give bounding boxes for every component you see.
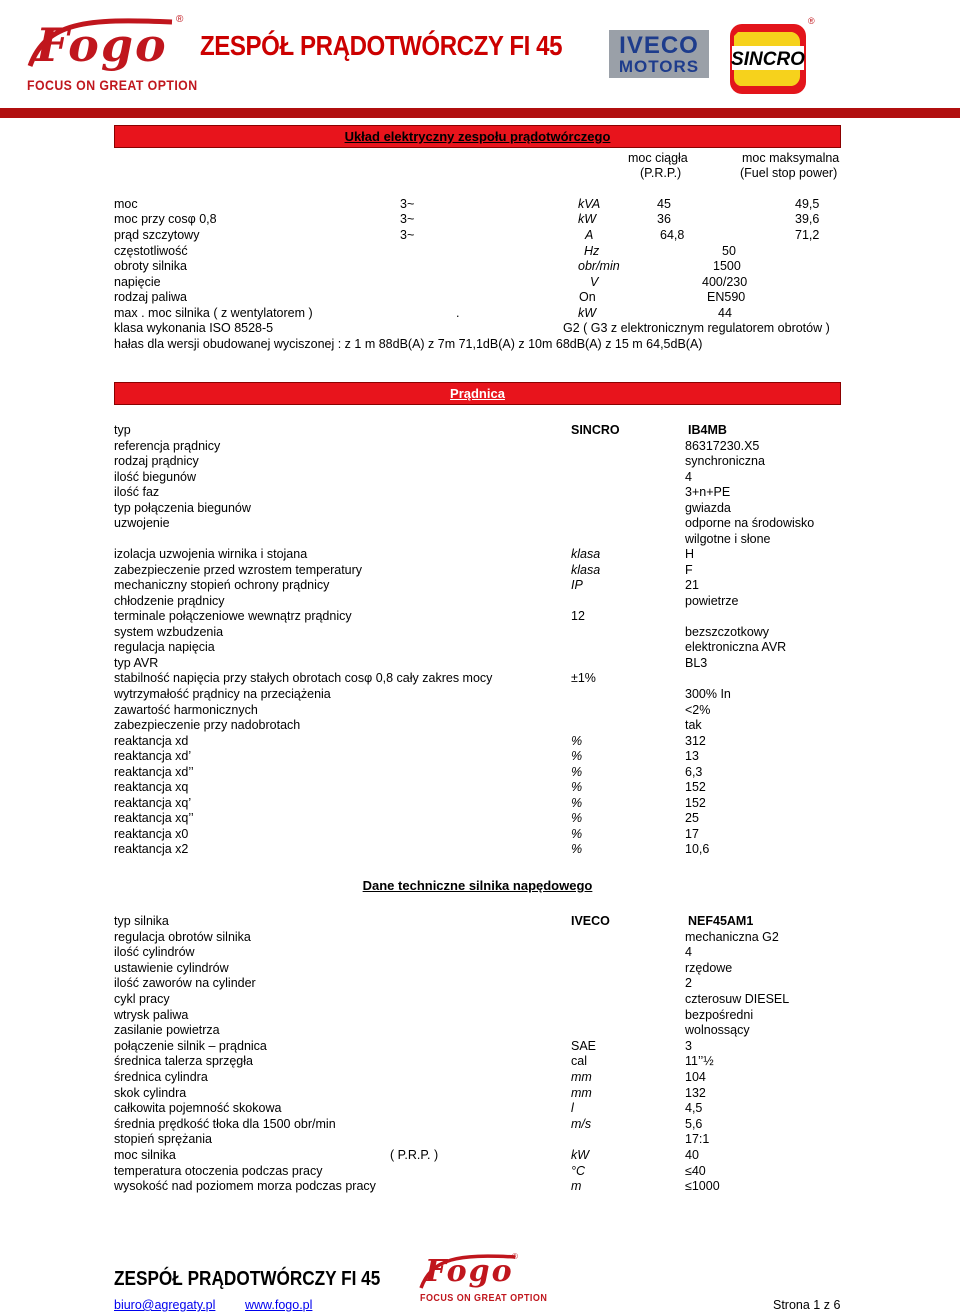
row-label: napięcie <box>114 275 161 289</box>
row-value-max: 39,6 <box>795 212 820 226</box>
row-label: uzwojenie <box>114 516 170 531</box>
electrical-row <box>0 337 960 353</box>
row-value: 10,6 <box>685 842 710 857</box>
footer-email-link[interactable]: biuro@agregaty.pl <box>114 1298 216 1312</box>
row-unit: kVA <box>578 197 601 211</box>
row-label: średnica cylindra <box>114 1070 208 1084</box>
alternator-row <box>0 609 960 625</box>
electrical-row <box>0 290 960 306</box>
row-unit: ±1% <box>571 671 596 686</box>
row-label: reaktancja xq’ <box>114 795 192 810</box>
row-label: typ połączenia biegunów <box>114 500 251 515</box>
footer-website-link[interactable]: www.fogo.pl <box>245 1298 313 1312</box>
row-phase: 3~ <box>400 197 415 211</box>
row-unit: % <box>571 749 583 764</box>
row-label: wtrysk paliwa <box>114 1007 189 1022</box>
row-unit: cal <box>571 1054 587 1069</box>
engine-row <box>0 1101 960 1117</box>
row-value: NEF45AM1 <box>688 914 754 928</box>
engine-row <box>0 1008 960 1024</box>
row-separator: . <box>456 306 460 320</box>
row-value: 6,3 <box>685 764 703 779</box>
row-unit: kW <box>578 212 597 226</box>
alternator-row <box>0 547 960 563</box>
alternator-row <box>0 842 960 858</box>
row-label: częstotliwość <box>114 244 188 258</box>
row-unit: % <box>571 795 583 810</box>
row-label: reaktancja xd’ <box>114 749 192 764</box>
row-label: hałas dla wersji obudowanej wyciszonej : z 1 m 88dB(A) z 7m 71,1dB(A) z 10m 68dB(A) z 15 m 64,5dB(A) <box>114 337 703 351</box>
row-value: 4 <box>685 945 692 960</box>
row-label: klasa wykonania ISO 8528-5 <box>114 321 274 335</box>
alternator-row <box>0 687 960 703</box>
row-value: 11’’½ <box>685 1054 714 1069</box>
alternator-row <box>0 796 960 812</box>
alternator-row <box>0 671 960 687</box>
engine-row <box>0 945 960 961</box>
alternator-row <box>0 454 960 470</box>
row-unit: kW <box>571 1148 590 1162</box>
row-label: zabezpieczenie przy nadobrotach <box>114 718 301 733</box>
row-unit: m <box>571 1179 582 1194</box>
engine-row <box>0 1132 960 1148</box>
row-value: gwiazda <box>685 500 731 515</box>
row-label: zabezpieczenie przed wzrostem temperatury <box>114 562 363 577</box>
row-value: 17:1 <box>685 1132 710 1147</box>
row-unit: SINCRO <box>571 423 620 437</box>
alternator-row <box>0 780 960 796</box>
row-value: 4,5 <box>685 1101 703 1116</box>
electrical-row <box>0 321 960 337</box>
row-label: zasilanie powietrza <box>114 1023 220 1038</box>
row-value: bezpośredni <box>685 1007 754 1022</box>
row-unit: IVECO <box>571 914 610 928</box>
engine-row <box>0 1179 960 1195</box>
row-label: ilość faz <box>114 485 160 500</box>
row-unit: % <box>571 733 583 748</box>
row-label: rodzaj paliwa <box>114 290 187 304</box>
row-label: obroty silnika <box>114 259 187 273</box>
row-value-continuous: 64,8 <box>660 228 685 242</box>
row-unit: klasa <box>571 547 601 562</box>
electrical-row <box>0 244 960 260</box>
row-unit: m/s <box>571 1116 592 1131</box>
engine-row <box>0 1148 960 1164</box>
alternator-row <box>0 734 960 750</box>
row-value: <2% <box>685 702 711 717</box>
fogo-logo-text: Fogo <box>36 18 168 72</box>
row-value: tak <box>685 718 702 733</box>
alternator-row <box>0 423 960 439</box>
row-label: reaktancja xq <box>114 780 189 795</box>
row-value: 86317230.X5 <box>685 438 760 453</box>
row-value: 44 <box>718 306 732 320</box>
alternator-row <box>0 703 960 719</box>
row-label: izolacja uzwojenia wirnika i stojana <box>114 547 308 562</box>
row-unit: klasa <box>571 562 601 577</box>
sincro-logo-text: SINCRO <box>731 49 805 70</box>
row-value: 4 <box>685 469 692 484</box>
row-value: 2 <box>685 976 692 991</box>
page-header <box>0 0 960 118</box>
engine-row <box>0 976 960 992</box>
electrical-row <box>0 197 960 213</box>
electrical-section-title: Układ elektryczny zespołu prądotwórczego <box>344 129 611 144</box>
alternator-row <box>0 563 960 579</box>
row-phase: 3~ <box>400 228 415 242</box>
row-label: całkowita pojemność skokowa <box>114 1101 282 1116</box>
fogo-tagline: FOCUS ON GREAT OPTION <box>27 77 198 93</box>
engine-section-title: Dane techniczne silnika napędowego <box>362 878 593 893</box>
row-label: temperatura otoczenia podczas pracy <box>114 1163 323 1178</box>
document-title: ZESPÓŁ PRĄDOTWÓRCZY FI 45 <box>200 30 563 61</box>
row-label: reaktancja x0 <box>114 826 189 841</box>
row-unit: IP <box>571 578 583 593</box>
electrical-row <box>0 306 960 322</box>
alternator-row <box>0 749 960 765</box>
row-label: stopień sprężania <box>114 1132 212 1147</box>
row-value: czterosuw DIESEL <box>685 992 790 1006</box>
row-unit: l <box>571 1101 574 1116</box>
alternator-row <box>0 470 960 486</box>
row-unit: Hz <box>584 244 600 258</box>
row-label: ilość cylindrów <box>114 945 195 960</box>
alternator-row <box>0 718 960 734</box>
electrical-section-bar <box>114 125 841 148</box>
engine-row <box>0 1086 960 1102</box>
electrical-row <box>0 228 960 244</box>
engine-row <box>0 1117 960 1133</box>
row-value: odporne na środowisko <box>685 516 815 531</box>
row-label: wytrzymałość prądnicy na przeciążenia <box>114 687 331 701</box>
alternator-section-title: Prądnica <box>450 386 505 401</box>
max-power-header: moc maksymalna <box>742 151 840 165</box>
row-value: 13 <box>685 749 699 764</box>
electrical-row <box>0 275 960 291</box>
alternator-section-bar <box>114 382 841 405</box>
row-unit: % <box>571 811 583 826</box>
continuous-power-header: moc ciągła <box>628 151 688 165</box>
row-value: IB4MB <box>688 423 727 437</box>
row-value: 152 <box>685 795 706 810</box>
sincro-logo <box>724 16 815 102</box>
continuous-power-subheader: (P.R.P.) <box>640 166 682 180</box>
fogo-tagline: FOCUS ON GREAT OPTION <box>420 1293 548 1304</box>
row-unit: kW <box>578 306 597 320</box>
row-label: połączenie silnik – prądnica <box>114 1038 267 1053</box>
row-unit: mm <box>571 1085 592 1100</box>
row-unit: On <box>579 290 596 304</box>
row-label: ilość biegunów <box>114 469 196 484</box>
row-label: cykl pracy <box>114 992 170 1006</box>
registered-mark-icon: ® <box>512 1252 518 1261</box>
alternator-row <box>0 625 960 641</box>
max-power-subheader: (Fuel stop power) <box>740 166 838 180</box>
row-value: mechaniczna G2 <box>685 929 779 944</box>
row-value: 104 <box>685 1070 706 1084</box>
row-label: max . moc silnika ( z wentylatorem ) <box>114 306 313 320</box>
row-label: reaktancja xd’’ <box>114 764 194 779</box>
row-label: ustawienie cylindrów <box>114 960 229 975</box>
alternator-row <box>0 501 960 517</box>
engine-row <box>0 1164 960 1180</box>
row-value-max: 49,5 <box>795 197 820 211</box>
fogo-logo-text: Fogo <box>425 1254 514 1289</box>
row-label: reaktancja xq’’ <box>114 811 194 826</box>
row-unit: % <box>571 780 583 795</box>
row-value: H <box>685 547 695 562</box>
row-label: skok cylindra <box>114 1085 187 1100</box>
row-value: 25 <box>685 811 699 826</box>
engine-row <box>0 1039 960 1055</box>
electrical-row <box>0 212 960 228</box>
row-value: 1500 <box>713 259 741 273</box>
row-label: typ silnika <box>114 914 169 928</box>
row-label: reaktancja xd <box>114 733 189 748</box>
row-value: 5,6 <box>685 1116 703 1131</box>
engine-row <box>0 961 960 977</box>
row-unit: V <box>590 275 599 289</box>
row-label: system wzbudzenia <box>114 624 224 639</box>
engine-row <box>0 930 960 946</box>
row-label: reaktancja x2 <box>114 842 189 857</box>
row-label: moc przy cosφ 0,8 <box>114 212 217 226</box>
row-value: ≤1000 <box>685 1179 720 1194</box>
alternator-row <box>0 811 960 827</box>
row-unit: % <box>571 842 583 857</box>
row-value: 400/230 <box>702 275 748 289</box>
row-unit: mm <box>571 1070 592 1084</box>
row-label: wysokość nad poziomem morza podczas pracy <box>114 1179 376 1194</box>
row-label: stabilność napięcia przy stałych obrotach cosφ 0,8 cały zakres mocy <box>114 671 493 686</box>
row-label: prąd szczytowy <box>114 228 200 242</box>
alternator-row <box>0 578 960 594</box>
alternator-row <box>0 765 960 781</box>
row-value-max: 71,2 <box>795 228 820 242</box>
alternator-row <box>0 439 960 455</box>
row-label: średnia prędkość tłoka dla 1500 obr/min <box>114 1116 336 1131</box>
registered-mark-icon: ® <box>808 16 815 26</box>
row-label: chłodzenie prądnicy <box>114 593 225 608</box>
row-value: 312 <box>685 733 706 748</box>
row-label: referencja prądnicy <box>114 438 221 453</box>
row-value: BL3 <box>685 655 708 670</box>
alternator-row <box>0 516 960 532</box>
row-note: ( P.R.P. ) <box>390 1148 439 1162</box>
header-divider-bar <box>0 108 960 118</box>
row-value: 3 <box>685 1038 692 1053</box>
row-label: moc silnika <box>114 1148 176 1162</box>
row-value: wilgotne i słone <box>685 531 771 546</box>
row-value: 50 <box>722 244 736 258</box>
row-unit: 12 <box>571 609 585 624</box>
row-unit: obr/min <box>578 259 620 273</box>
row-label: średnica talerza sprzęgła <box>114 1054 253 1069</box>
row-value-continuous: 45 <box>657 197 671 211</box>
row-value: powietrze <box>685 593 739 608</box>
iveco-motors-logo <box>609 30 709 78</box>
alternator-row <box>0 656 960 672</box>
row-unit: SAE <box>571 1038 597 1053</box>
alternator-row <box>0 640 960 656</box>
footer-title: ZESPÓŁ PRĄDOTWÓRCZY FI 45 <box>114 1268 381 1290</box>
row-phase: 3~ <box>400 212 415 226</box>
row-value-continuous: 36 <box>657 212 671 226</box>
row-value: rzędowe <box>685 960 733 975</box>
row-label: typ AVR <box>114 655 159 670</box>
row-value: 3+n+PE <box>685 485 731 500</box>
row-unit: A <box>585 228 594 242</box>
row-label: moc <box>114 197 138 211</box>
row-label: rodzaj prądnicy <box>114 454 199 469</box>
row-value: 300% In <box>685 687 731 701</box>
iveco-logo-subtext: MOTORS <box>618 57 700 76</box>
row-value: ≤40 <box>685 1163 706 1178</box>
alternator-row <box>0 485 960 501</box>
row-label: regulacja obrotów silnika <box>114 929 251 944</box>
row-value: wolnossący <box>685 1023 750 1038</box>
sincro-emblem-icon <box>724 16 810 102</box>
iveco-logo-text: IVECO <box>619 32 699 59</box>
row-value: 17 <box>685 826 699 841</box>
alternator-row <box>0 827 960 843</box>
row-value: 40 <box>685 1148 699 1162</box>
row-value: 21 <box>685 578 699 593</box>
row-unit: % <box>571 764 583 779</box>
row-value: G2 ( G3 z elektronicznym regulatorem obrotów ) <box>563 321 830 335</box>
registered-mark-icon: ® <box>176 14 184 25</box>
row-label: ilość zaworów na cylinder <box>114 976 256 991</box>
row-value: 132 <box>685 1085 706 1100</box>
engine-row <box>0 992 960 1008</box>
engine-row <box>0 914 960 930</box>
electrical-row <box>0 259 960 275</box>
row-unit: % <box>571 826 583 841</box>
engine-row <box>0 1023 960 1039</box>
row-unit: °C <box>571 1163 586 1178</box>
row-label: zawartość harmonicznych <box>114 702 258 717</box>
row-value: synchroniczna <box>685 454 765 469</box>
row-value: F <box>685 562 693 577</box>
engine-row <box>0 1054 960 1070</box>
alternator-row <box>0 532 960 548</box>
row-label: terminale połączeniowe wewnątrz prądnicy <box>114 609 352 624</box>
page-number: Strona 1 z 6 <box>773 1298 841 1312</box>
row-value: EN590 <box>707 290 746 304</box>
alternator-row <box>0 594 960 610</box>
row-label: regulacja napięcia <box>114 640 215 655</box>
row-label: mechaniczny stopień ochrony prądnicy <box>114 578 330 593</box>
row-label: typ <box>114 423 131 437</box>
row-value: 152 <box>685 780 706 795</box>
row-value: elektroniczna AVR <box>685 640 787 655</box>
engine-row <box>0 1070 960 1086</box>
row-value: bezszczotkowy <box>685 624 770 639</box>
